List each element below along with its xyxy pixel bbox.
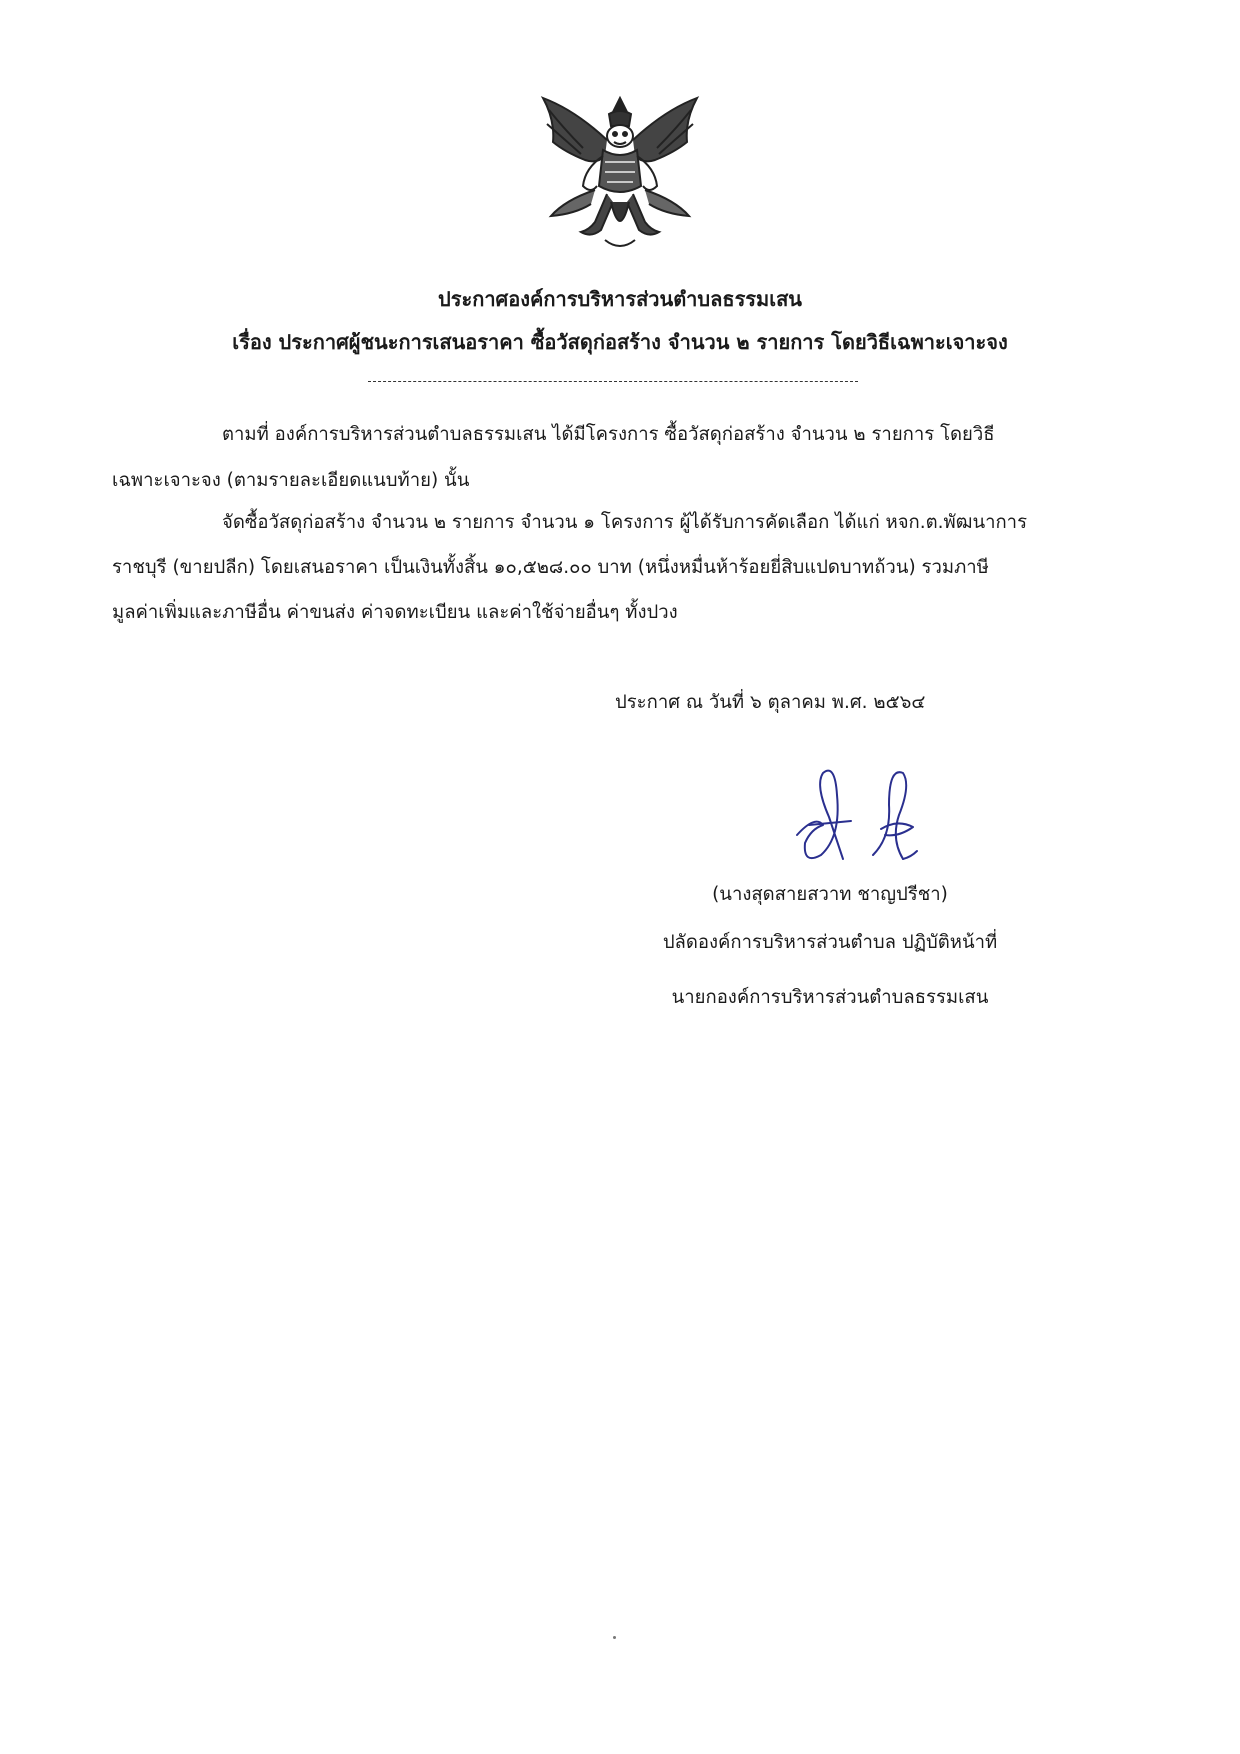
handwritten-signature-icon <box>785 755 945 870</box>
paragraph-2-line-2: ราชบุรี (ขายปลีก) โดยเสนอราคา เป็นเงินทั้งสิ้น ๑๐,๕๒๘.๐๐ บาท (หนึ่งหมื่นห้าร้อยยี่สิบแปดบาทถ้วน) รวมภาษี <box>112 557 989 578</box>
paragraph-2-line-3: มูลค่าเพิ่มและภาษีอื่น ค่าขนส่ง ค่าจดทะเบียน และค่าใช้จ่ายอื่นๆ ทั้งปวง <box>112 602 678 623</box>
garuda-emblem-icon <box>525 90 715 255</box>
paragraph-1-line-1: ตามที่ องค์การบริหารส่วนตำบลธรรมเสน ได้มีโครงการ ซื้อวัสดุก่อสร้าง จำนวน ๒ รายการ โดยวิธี <box>222 424 995 445</box>
document-title: ประกาศองค์การบริหารส่วนตำบลธรรมเสน <box>438 287 802 311</box>
scan-speck <box>613 1636 616 1639</box>
paragraph-1-line-2: เฉพาะเจาะจง (ตามรายละเอียดแนบท้าย) นั้น <box>112 470 470 491</box>
signatory-position-2: นายกองค์การบริหารส่วนตำบลธรรมเสน <box>671 987 989 1008</box>
paragraph-2-line-1: จัดซื้อวัสดุก่อสร้าง จำนวน ๒ รายการ จำนวน ๑ โครงการ ผู้ได้รับการคัดเลือก ได้แก่ หจก.ต.พัฒนาการ <box>222 512 1028 533</box>
announcement-date: ประกาศ ณ วันที่ ๖ ตุลาคม พ.ศ. ๒๕๖๔ <box>615 692 926 713</box>
document-subject: เรื่อง ประกาศผู้ชนะการเสนอราคา ซื้อวัสดุก่อสร้าง จำนวน ๒ รายการ โดยวิธีเฉพาะเจาะจง <box>232 330 1008 354</box>
signatory-position-1: ปลัดองค์การบริหารส่วนตำบล ปฏิบัติหน้าที่ <box>662 932 998 953</box>
signatory-name: (นางสุดสายสวาท ชาญปรีชา) <box>712 884 948 905</box>
divider-line <box>368 381 858 382</box>
